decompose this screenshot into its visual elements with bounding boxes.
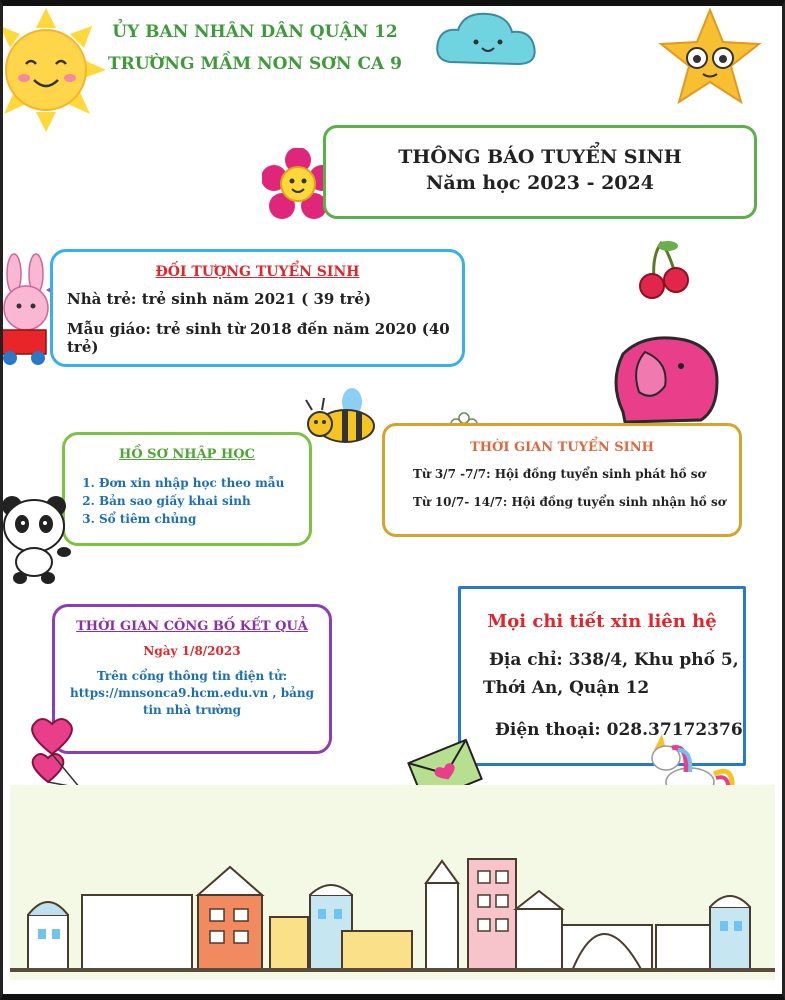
school-header xyxy=(100,16,410,80)
schedule-line-2: Từ 10/7- 14/7: Hội đồng tuyển sinh nhận hồ sơ xyxy=(413,495,726,509)
contact-heading: Mọi chi tiết xin liên hệ xyxy=(487,611,717,632)
contact-address-line1: Địa chỉ: 338/4, Khu phố 5, xyxy=(489,650,739,670)
admission-target-heading: ĐỐI TƯỢNG TUYỂN SINH xyxy=(155,264,360,280)
admission-schedule-heading: THỜI GIAN TUYỂN SINH xyxy=(470,440,654,455)
announcement-title: THÔNG BÁO TUYỂN SINH xyxy=(398,146,682,168)
contact-address-line2: Thới An, Quận 12 xyxy=(483,678,650,698)
announcement-title-box xyxy=(323,125,757,219)
heart-balloons-icon xyxy=(30,714,90,794)
list-item: 3. Sổ tiêm chủng xyxy=(99,510,309,528)
district-name: ỦY BAN NHÂN DÂN QUẬN 12 xyxy=(112,22,398,42)
list-item: 1. Đơn xin nhập học theo mẫu xyxy=(99,474,309,492)
city-skyline-illustration xyxy=(10,855,775,971)
application-docs-box xyxy=(62,432,312,546)
admission-schedule-box xyxy=(382,423,742,537)
admission-target-box xyxy=(50,249,465,367)
results-date: Ngày 1/8/2023 xyxy=(143,644,241,658)
elephant-icon xyxy=(605,332,725,432)
ground-line xyxy=(10,968,775,972)
school-year: Năm học 2023 - 2024 xyxy=(426,172,654,194)
kindergarten-line: Mẫu giáo: trẻ sinh từ 2018 đến năm 2020 (40 trẻ) xyxy=(67,320,450,356)
results-heading: THỜI GIAN CÔNG BỐ KẾT QUẢ xyxy=(76,619,308,634)
cherry-icon xyxy=(632,236,694,302)
cloud-icon xyxy=(432,10,542,70)
results-announcement-box xyxy=(52,604,332,754)
application-docs-heading: HỒ SƠ NHẬP HỌC xyxy=(119,447,255,462)
star-icon xyxy=(655,8,765,108)
schedule-line-1: Từ 3/7 -7/7: Hội đồng tuyển sinh phát hồ sơ xyxy=(413,467,706,481)
contact-phone: Điện thoại: 028.37172376 xyxy=(495,720,743,740)
application-docs-list xyxy=(77,474,309,528)
list-item: 2. Bản sao giấy khai sinh xyxy=(99,492,309,510)
school-name: TRƯỜNG MẦM NON SƠN CA 9 xyxy=(108,54,402,74)
sun-icon xyxy=(0,8,110,133)
nursery-line: Nhà trẻ: trẻ sinh năm 2021 ( 39 trẻ) xyxy=(67,290,372,308)
panda-icon xyxy=(0,492,76,586)
results-channel-text: Trên cổng thông tin điện tử: https://mnsonca9.hcm.edu.vn , bảng tin nhà trường xyxy=(69,669,314,717)
